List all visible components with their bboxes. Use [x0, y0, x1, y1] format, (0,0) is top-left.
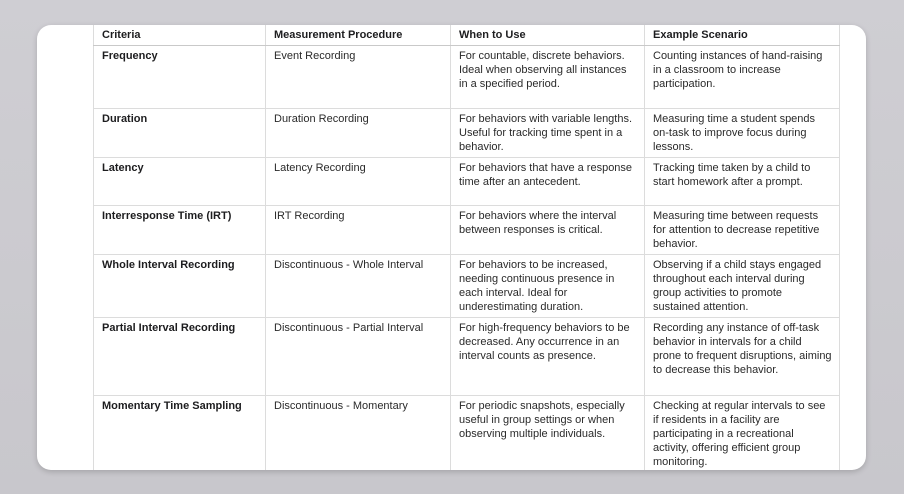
cell-criteria: Duration — [94, 109, 266, 158]
cell-when-to-use: For behaviors where the interval between responses is critical. — [451, 206, 645, 255]
cell-when-to-use: For periodic snapshots, especially useful in group settings or when observing multiple individuals. — [451, 396, 645, 471]
cell-example: Recording any instance of off-task behavior in intervals for a child prone to frequent disruptions, aiming to decrease this behavior. — [645, 318, 840, 396]
cell-procedure: Latency Recording — [266, 158, 451, 206]
cell-when-to-use: For high-frequency behaviors to be decreased. Any occurrence in an interval counts as presence. — [451, 318, 645, 396]
cell-when-to-use: For behaviors to be increased, needing continuous presence in each interval. Ideal for underestimating duration. — [451, 255, 645, 318]
header-measurement-procedure: Measurement Procedure — [266, 25, 451, 46]
cell-criteria: Whole Interval Recording — [94, 255, 266, 318]
cell-criteria: Frequency — [94, 46, 266, 109]
cell-procedure: Discontinuous - Partial Interval — [266, 318, 451, 396]
header-criteria: Criteria — [94, 25, 266, 46]
cell-procedure: IRT Recording — [266, 206, 451, 255]
cell-procedure: Discontinuous - Whole Interval — [266, 255, 451, 318]
cell-when-to-use: For behaviors that have a response time after an antecedent. — [451, 158, 645, 206]
cell-example: Checking at regular intervals to see if residents in a facility are participating in a recreational activity, offering efficient group monitoring. — [645, 396, 840, 471]
cell-when-to-use: For behaviors with variable lengths. Useful for tracking time spent in a behavior. — [451, 109, 645, 158]
table-row — [94, 206, 840, 255]
table-row — [94, 46, 840, 109]
cell-procedure: Duration Recording — [266, 109, 451, 158]
cell-criteria: Interresponse Time (IRT) — [94, 206, 266, 255]
cell-procedure: Event Recording — [266, 46, 451, 109]
cell-example: Observing if a child stays engaged throughout each interval during group activities to promote sustained attention. — [645, 255, 840, 318]
table-row — [94, 396, 840, 471]
header-example-scenario: Example Scenario — [645, 25, 840, 46]
cell-example: Measuring time a student spends on-task to improve focus during lessons. — [645, 109, 840, 158]
cell-example: Measuring time between requests for attention to decrease repetitive behavior. — [645, 206, 840, 255]
table-header-row — [94, 25, 840, 46]
cell-criteria: Partial Interval Recording — [94, 318, 266, 396]
table-row — [94, 109, 840, 158]
cell-when-to-use: For countable, discrete behaviors. Ideal when observing all instances in a specified period. — [451, 46, 645, 109]
cell-example: Tracking time taken by a child to start homework after a prompt. — [645, 158, 840, 206]
cell-criteria: Latency — [94, 158, 266, 206]
cell-procedure: Discontinuous - Momentary — [266, 396, 451, 471]
header-when-to-use: When to Use — [451, 25, 645, 46]
cell-criteria: Momentary Time Sampling — [94, 396, 266, 471]
table-row — [94, 318, 840, 396]
table-row — [94, 158, 840, 206]
table-row — [94, 255, 840, 318]
cell-example: Counting instances of hand-raising in a classroom to increase participation. — [645, 46, 840, 109]
document-card — [37, 25, 866, 470]
measurement-table — [93, 25, 840, 470]
